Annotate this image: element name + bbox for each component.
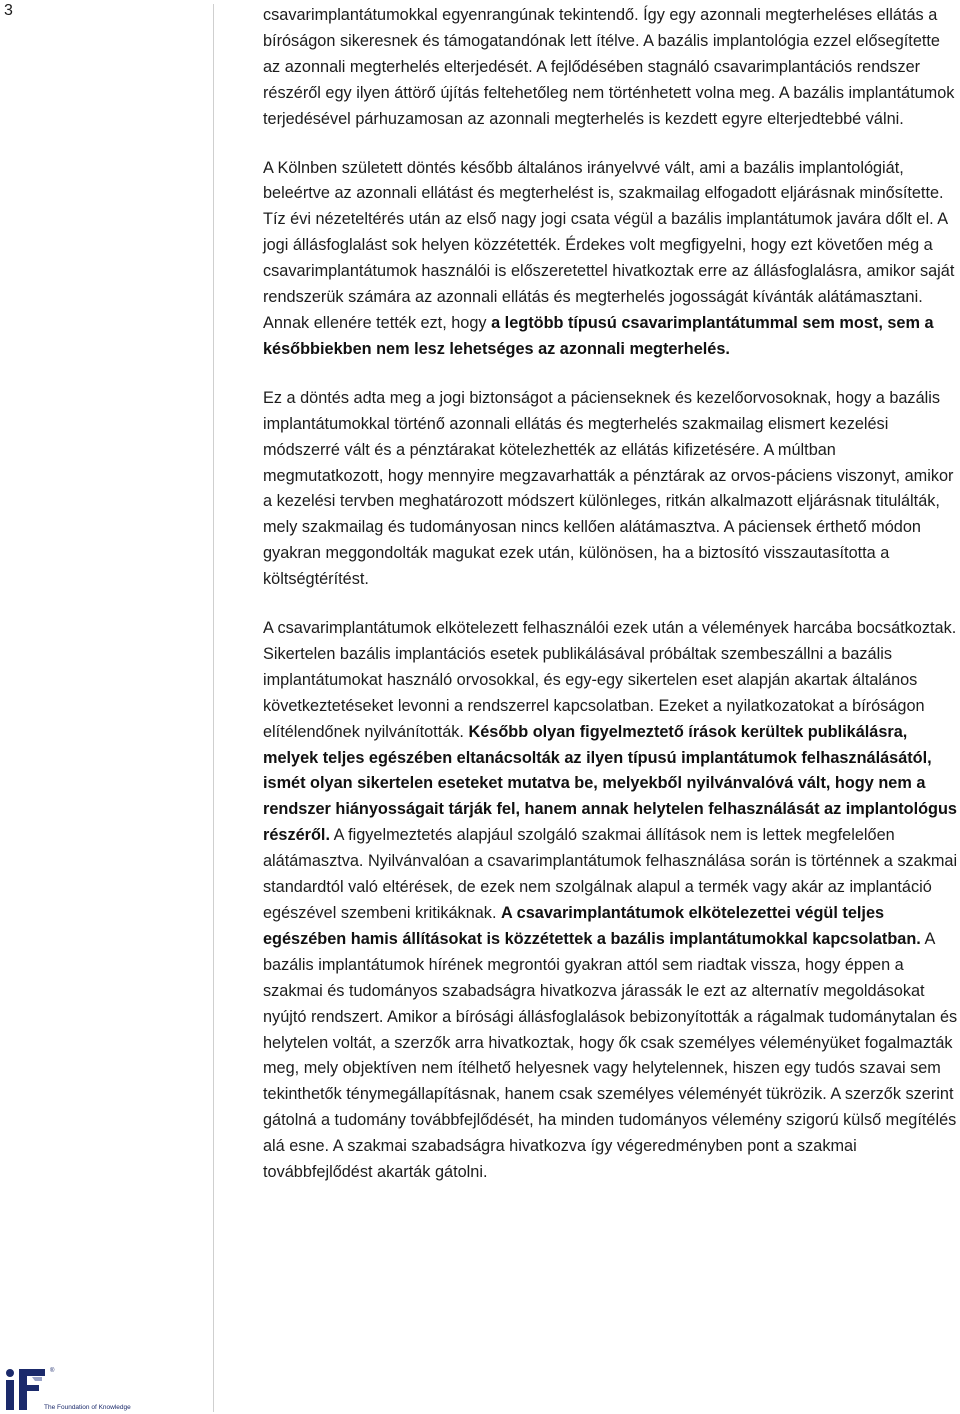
paragraph <box>263 156 959 363</box>
text-run: A figyelmeztetés alapjául szolgáló szakmai állítások nem is lettek megfelelően alátámasztva. Nyilvánvalóan a csavarimplantátumok felhasználása során is történnek a szakmai standardtól való eltérések, de ezek nem szolgálnak alapul a termék vagy akár az implantáció egészével szembeni kritikáknak. <box>263 826 958 922</box>
text-run: Ez a döntés adta meg a jogi biztonságot a pácienseknek és kezelőorvosoknak, hogy a bazális implantátumokkal történő azonnali ellátás és megterhelés szakmailag elismert kezelési módszerré vált és a pénztárakat kötelezhették az ellátás kifizetésére. A múltban megmutatkozott, hogy mennyire megzavarhatták a pénztárak az orvos-páciens viszonyt, amikor a kezelési tervben meghatározott módszert különleges, ritkán alkalmazott eljárásnak titulálták, mely szakmailag és tudományosan nincs kellően alátámasztva. A páciensek érthető módon gyakran meggondolták magukat ezek után, különösen, ha a biztosító visszautasította a költségtérítést. <box>263 388 954 589</box>
bold-text-run: A csavarimplantátumok elkötelezettei végül teljes egészében hamis állításokat is közzétettek a bazális implantátumokkal kapcsolatban. <box>263 904 921 948</box>
margin-rule <box>213 4 214 1412</box>
bold-text-run: a legtöbb típusú csavarimplantátummal sem most, sem a későbbiekben nem lesz lehetséges az azonnali megterhelés. <box>263 313 934 358</box>
text-run: A bazális implantátumok hírének megrontói gyakran attól sem riadtak vissza, hogy éppen a szakmai és tudományos szabadságra hivatkozva járassák le ezt az alternatív megoldásokat nyújtó rendszert. Amikor a bírósági állásfoglalások bebizonyították a rágalmak tudománytalan és helytelen voltát, a szerzők arra hivatkoztak, hogy ők csak személyes véleményüket fogalmazták meg, mely objektíven nem ítélhető helyesnek vagy helytelennek, hiszen egy tudós szavai sem tekinthetők ténymegállapításnak, hanem csak személyes véleményét tükrözik. A szerzők szerint gátolná a tudomány továbbfejlődését, ha minden tudományos vélemény szigorú külső megítélés alá esne. A szakmai szabadságra hivatkozva így végeredményben pont a szakmai továbbfejlődést akarták gátolni. <box>263 929 958 1182</box>
page-number: 3 <box>4 2 13 19</box>
document-body <box>263 3 959 1209</box>
logo-caption: The Foundation of Knowledge <box>44 1404 131 1411</box>
paragraph <box>263 616 959 1186</box>
text-run: A Kölnben született döntés később általános irányelvvé vált, ami a bazális implantológiát, beleértve az azonnali ellátást és megterhelést is, szakmailag elfogadott eljárásnak minősítette. Tíz évi nézeteltérés után az első nagy jogi csata végül a bazális implantátumok javára dőlt el. A jogi állásfoglalást sok helyen közzétették. Érdekes volt megfigyelni, hogy ezt követően még a csavarimplantátumok használói is előszeretettel hivatkoztak erre az állásfoglalásra, amikor saját rendszerük számára az azonnali ellátás és megterhelés jogosságát kívánták alátámasztani. Annak ellenére tették ezt, hogy <box>263 158 955 332</box>
text-run: csavarimplantátumokkal egyenrangúnak tekintendő. Így egy azonnali megterheléses ellátás a bíróságon sikeresnek és támogatandónak lett ítélve. A bazális implantológia ezzel elősegítette az azonnali megterhelés elterjedését. A fejlődésében stagnáló csavarimplantációs rendszer részéről egy ilyen áttörő újítás feltehetőleg nem történhetett volna meg. A bazális implantátumok terjedésével párhuzamosan az azonnali megterhelés is kezdett egyre elterjedtebbé válni. <box>263 6 955 128</box>
paragraph <box>263 3 959 133</box>
registered-mark-icon: ® <box>50 1368 55 1374</box>
paragraph <box>263 386 959 593</box>
bold-text-run: Később olyan figyelmeztető írások kerültek publikálásra, melyek teljes egészében eltanácsolták az ilyen típusú implantátumok felhasználásától, ismét olyan sikertelen eseteket mutatva be, melyekből nyilvánvalóvá vált, hogy nem a rendszer hiányosságait tárják fel, hanem annak helytelen felhasználását az implantológus részéről. <box>263 722 957 845</box>
text-run: A csavarimplantátumok elkötelezett felhasználói ezek után a vélemények harcába bocsátkoztak. Sikertelen bazális implantációs esetek publikálásával próbáltak szembeszállni a bazális implantátumokat használó orvosokkal, és egy-egy sikertelen eset alapján akartak általános következtetéseket levonni a rendszerrel kapcsolatban. Ezeket a nyilatkozatokat a bíróságon elítélendőnek nyilvánították. <box>263 619 957 741</box>
